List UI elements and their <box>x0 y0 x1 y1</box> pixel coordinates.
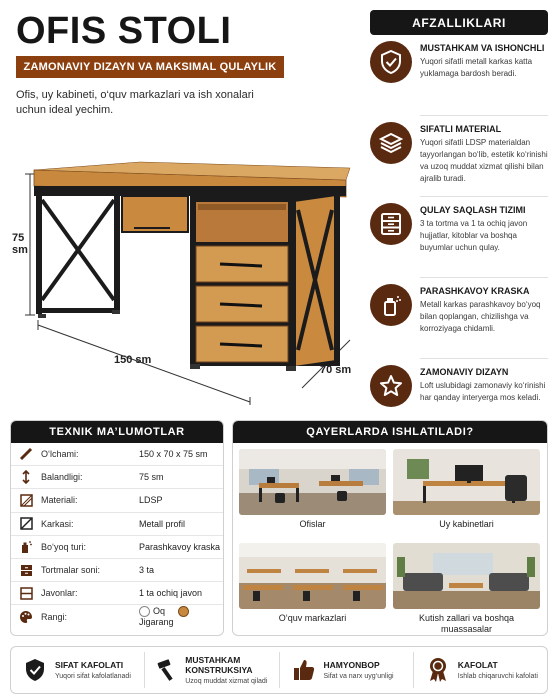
spec-value: 3 ta <box>139 565 155 576</box>
guarantee-item <box>144 652 278 688</box>
desk-drawing <box>10 150 360 405</box>
spec-value: 75 sm <box>139 472 164 483</box>
usage-label: Ofislar <box>299 519 326 529</box>
guarantee-desc: Sifat va narx uyg‘unligi <box>323 672 394 680</box>
subtitle-banner: ZAMONAVIY DIZAYN VA MAKSIMAL QULAYLIK <box>16 56 284 78</box>
guarantee-item <box>413 652 547 688</box>
features-heading: AFZALLIKLARI <box>370 10 548 35</box>
guarantee-desc: Uzoq muddat xizmat qiladi <box>185 677 268 685</box>
width-dimension: 150 sm <box>114 354 152 366</box>
layers-icon <box>370 122 412 164</box>
spec-label: Javonlar: <box>41 588 78 599</box>
drawers-icon <box>370 203 412 245</box>
education-image <box>239 543 386 609</box>
guarantee-title: KAFOLAT <box>457 659 498 670</box>
table-row <box>11 489 223 512</box>
hammer-icon <box>155 656 179 684</box>
guarantee-desc: Ishlab chiqaruvchi kafolati <box>457 672 538 680</box>
spray-can-icon <box>370 284 412 326</box>
spec-value: LDSP <box>139 495 163 506</box>
frame-icon <box>11 517 41 530</box>
feature-desc: Yuqori sifatli metall karkas katta yuklamaga bardosh beradi. <box>420 57 533 78</box>
color-options <box>139 606 223 627</box>
table-row <box>11 443 223 466</box>
feature-desc: Yuqori sifatli LDSP materialdan tayyorlangan bo‘lib, estetik ko‘rinishi va uzoq muddat xizmat qilishi bilan ajralib turadi. <box>420 138 548 183</box>
usage-card-waiting-room <box>393 543 540 635</box>
intro-text: Ofis, uy kabineti, o‘quv markazlari va ish xonalari uchun ideal yechim. <box>16 89 254 116</box>
height-dimension: 75 sm <box>12 232 28 256</box>
shield-check-icon <box>370 41 412 83</box>
color-swatch-white[interactable] <box>139 606 150 617</box>
waiting-room-image <box>393 543 540 609</box>
spec-label: Tortmalar soni: <box>41 565 101 576</box>
height-arrow-icon <box>11 470 41 484</box>
spec-value: Metall profil <box>139 518 186 529</box>
table-row <box>11 605 223 628</box>
table-row <box>11 513 223 536</box>
feature-item <box>370 201 548 278</box>
usage-card-office <box>239 449 386 530</box>
feature-title: SIFATLI MATERIAL <box>420 124 502 134</box>
feature-title: MUSTAHKAM VA ISHONCHLI <box>420 43 545 53</box>
shield-check-icon <box>21 656 49 684</box>
shelf-icon <box>11 587 41 600</box>
home-office-image <box>393 449 540 515</box>
feature-desc: Loft uslubidagi zamonaviy ko‘rinishi har qanday interyerga mos keladi. <box>420 381 546 402</box>
usage-heading: QAYERLARDA ISHLATILADI? <box>233 421 547 443</box>
thumbs-up-icon <box>290 656 318 684</box>
palette-icon <box>11 610 41 624</box>
page-title: OFIS STOLI <box>16 10 232 52</box>
specs-heading: TEXNIK MA’LUMOTLAR <box>11 421 223 443</box>
spec-label: Rangi: <box>41 611 68 622</box>
table-row <box>11 536 223 559</box>
spec-label: Bo‘yoq turi: <box>41 541 87 552</box>
feature-item <box>370 39 548 116</box>
table-row <box>11 559 223 582</box>
spray-icon <box>11 540 41 554</box>
spec-label: O‘lchami: <box>41 449 79 460</box>
color-name: Oq <box>153 606 166 617</box>
spec-value: Parashkavoy kraska <box>139 541 221 552</box>
depth-dimension: 70 sm <box>320 364 352 376</box>
feature-title: QULAY SAQLASH TIZIMI <box>420 205 526 215</box>
usage-label: O‘quv markazlari <box>278 613 347 623</box>
office-image <box>239 449 386 515</box>
guarantee-item <box>279 652 413 688</box>
usage-card-education <box>239 543 386 624</box>
drawer-icon <box>11 564 41 577</box>
feature-item <box>370 120 548 197</box>
usage-card-home-office <box>393 449 540 530</box>
guarantee-desc: Yuqori sifat kafolatlanadi <box>55 672 131 680</box>
feature-item <box>370 282 548 359</box>
spec-label: Materiali: <box>41 495 78 506</box>
feature-desc: 3 ta tortma va 1 ta ochiq javon hujjatlar, kitoblar va boshqa buyumlar uchun qulay. <box>420 219 528 252</box>
table-row <box>11 582 223 605</box>
star-icon <box>370 365 412 407</box>
guarantee-item <box>11 652 144 688</box>
guarantee-title: MUSTAHKAM KONSTRUKSIYA <box>185 654 253 675</box>
features-panel <box>370 10 548 440</box>
ruler-icon <box>11 447 41 461</box>
spec-value: 1 ta ochiq javon <box>139 588 203 599</box>
feature-desc: Metall karkas parashkavoy bo‘yoq bilan qoplangan, chizilishga va korroziyaga chidamli. <box>420 300 541 333</box>
feature-title: PARASHKAVOY KRASKA <box>420 286 530 296</box>
feature-title: ZAMONAVIY DIZAYN <box>420 367 509 377</box>
guarantee-title: SIFAT KAFOLATI <box>55 659 124 670</box>
usage-label: Uy kabinetlari <box>439 519 494 529</box>
spec-label: Balandligi: <box>41 472 83 483</box>
usage-panel <box>232 420 548 636</box>
material-icon <box>11 494 41 507</box>
guarantee-title: HAMYONBOP <box>323 659 380 670</box>
color-swatch-brown[interactable] <box>178 606 189 617</box>
table-row <box>11 466 223 489</box>
spec-label: Karkasi: <box>41 518 74 529</box>
desk-illustration <box>10 150 360 405</box>
usage-label: Kutish zallari va boshqa muassasalar <box>418 613 515 634</box>
color-name: Jigarang <box>139 617 174 628</box>
specs-panel <box>10 420 224 636</box>
guarantee-strip <box>10 646 548 694</box>
spec-value: 150 x 70 x 75 sm <box>139 449 208 460</box>
badge-icon <box>424 656 452 684</box>
